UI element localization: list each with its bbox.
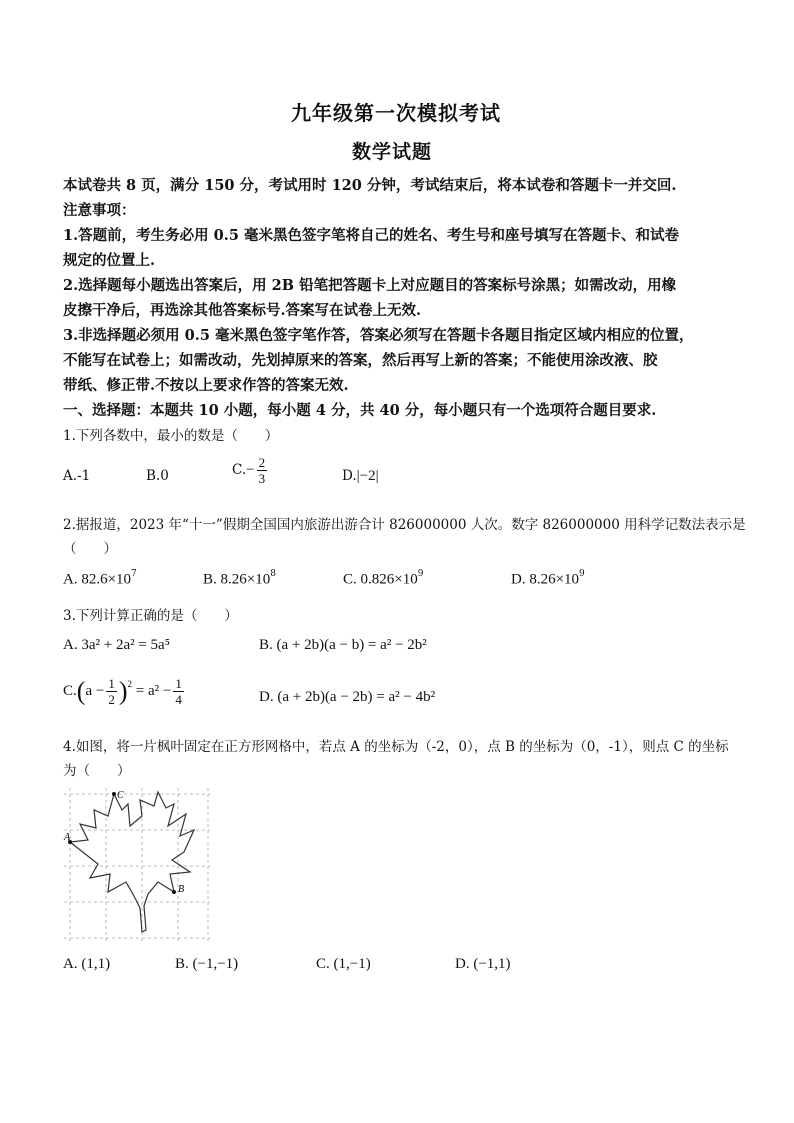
q3-c-fraction <box>106 677 117 706</box>
notice-3-cont: 不能写在试卷上；如需改动，先划掉原来的答案，然后再写上新的答案；不能使用涂改液、胶 <box>63 352 658 369</box>
q2-c-exponent: 9 <box>417 569 424 579</box>
q1-c-prefix: C. <box>232 462 247 478</box>
notice-3: 3.非选择题必须用 0.5 毫米黑色签字笔作答，答案必须写在答题卡各题目指定区域内相应的位置， <box>63 327 694 344</box>
notice-title: 注意事项： <box>63 202 136 219</box>
q1-c-sign: − <box>246 462 255 478</box>
q2-option-b <box>203 571 276 589</box>
question-4-stem: 4.如图，将一片枫叶固定在正方形网格中，若点 A 的坐标为（-2，0），点 B 的坐标为（0，-1），则点 C 的坐标 <box>63 739 729 755</box>
q2-a-exponent: 7 <box>131 569 137 579</box>
q2-d-exponent: 9 <box>579 569 585 579</box>
q2-option-a <box>63 571 137 589</box>
q1-c-fraction <box>257 456 268 485</box>
section-heading: 一、选择题：本题共 10 小题，每小题 4 分，共 40 分，每小题只有一个选项符合题目要求. <box>63 402 657 419</box>
page-title: 九年级第一次模拟考试 <box>291 101 501 125</box>
q3-c-rhs: = a² − <box>135 682 172 699</box>
q4-option-c: C. (1,−1) <box>316 956 371 972</box>
notice-2-cont: 皮擦干净后，再选涂其他答案标号.答案写在试卷上无效. <box>63 302 422 319</box>
q3-c-right-paren: ) <box>118 676 128 706</box>
q1-c-numerator: 2 <box>258 455 266 470</box>
point-c-dot <box>112 792 116 796</box>
point-c-label: C <box>117 790 124 801</box>
q3-option-a: A. 3a² + 2a² = 5a⁵ <box>63 637 170 653</box>
notice-3-cont2: 带纸、修正带.不按以上要求作答的答案无效. <box>63 377 349 394</box>
question-1-stem: 1.下列各数中，最小的数是（ ） <box>63 428 279 444</box>
notice-2: 2.选择题每小题选出答案后，用 2B 铅笔把答题卡上对应题目的答案标号涂黑；如需改动，用橡 <box>63 277 677 294</box>
q1-option-b: B.0 <box>146 468 169 484</box>
question-4-stem-cont: 为（ ） <box>63 763 131 779</box>
notice-1: 1.答题前，考生务必用 0.5 毫米黑色签字笔将自己的姓名、考生号和座号填写在答题卡、和试卷 <box>63 227 679 244</box>
q2-a-text: A. 82.6×10 <box>63 571 132 588</box>
q1-d-prefix: D. <box>342 468 357 484</box>
figure-grid <box>64 788 210 941</box>
point-b-label: B <box>178 884 185 895</box>
q4-option-a: A. (1,1) <box>63 956 111 972</box>
q2-b-text: B. 8.26×10 <box>203 571 271 588</box>
q2-b-exponent: 8 <box>270 569 276 579</box>
q3-c-fraction-2 <box>173 677 184 706</box>
q4-option-d: D. (−1,1) <box>455 956 511 972</box>
q2-c-text: C. 0.826×10 <box>343 571 418 588</box>
q3-c-prefix: C. <box>63 682 77 699</box>
page-subtitle: 数学试题 <box>352 141 433 163</box>
q3-c-square: 2 <box>127 678 132 689</box>
q3-option-c <box>63 677 186 706</box>
q2-option-c <box>343 571 423 589</box>
q1-option-a: A.-1 <box>63 468 91 484</box>
q4-option-b: B. (−1,−1) <box>175 956 239 972</box>
q3-option-b: B. (a + 2b)(a − b) = a² − 2b² <box>259 637 427 653</box>
notice-1-cont: 规定的位置上. <box>63 252 156 269</box>
q3-option-d: D. (a + 2b)(a − 2b) = a² − 4b² <box>259 689 436 705</box>
intro-line: 本试卷共 8 页，满分 150 分，考试用时 120 分钟，考试结束后，将本试卷和答题卡一并交回. <box>63 177 677 194</box>
q2-d-text: D. 8.26×10 <box>511 571 580 588</box>
question-2-stem-cont: （ ） <box>63 541 117 557</box>
question-3-stem: 3.下列计算正确的是（ ） <box>63 608 238 624</box>
point-b-dot <box>172 890 176 894</box>
q1-d-expr: |−2| <box>356 468 379 484</box>
maple-leaf-figure <box>62 786 212 946</box>
q3-c-frac-denominator: 2 <box>108 692 115 707</box>
q1-option-c <box>232 456 269 485</box>
q2-option-d <box>511 571 585 589</box>
q3-c-frac-numerator: 1 <box>108 676 115 691</box>
point-a-label: A <box>64 832 71 843</box>
q3-c-frac2-numerator: 1 <box>175 676 182 691</box>
q1-option-d <box>342 468 379 485</box>
q1-c-denominator: 3 <box>258 471 266 486</box>
q3-c-frac2-denominator: 4 <box>175 692 182 707</box>
q3-c-term: a − <box>85 682 105 699</box>
q3-c-left-paren: ( <box>76 676 86 706</box>
maple-leaf-outline <box>70 792 194 932</box>
question-2-stem: 2.据报道，2023 年“十一”假期全国国内旅游出游合计 826000000 人次。数字 826000000 用科学记数法表示是 <box>63 517 746 533</box>
